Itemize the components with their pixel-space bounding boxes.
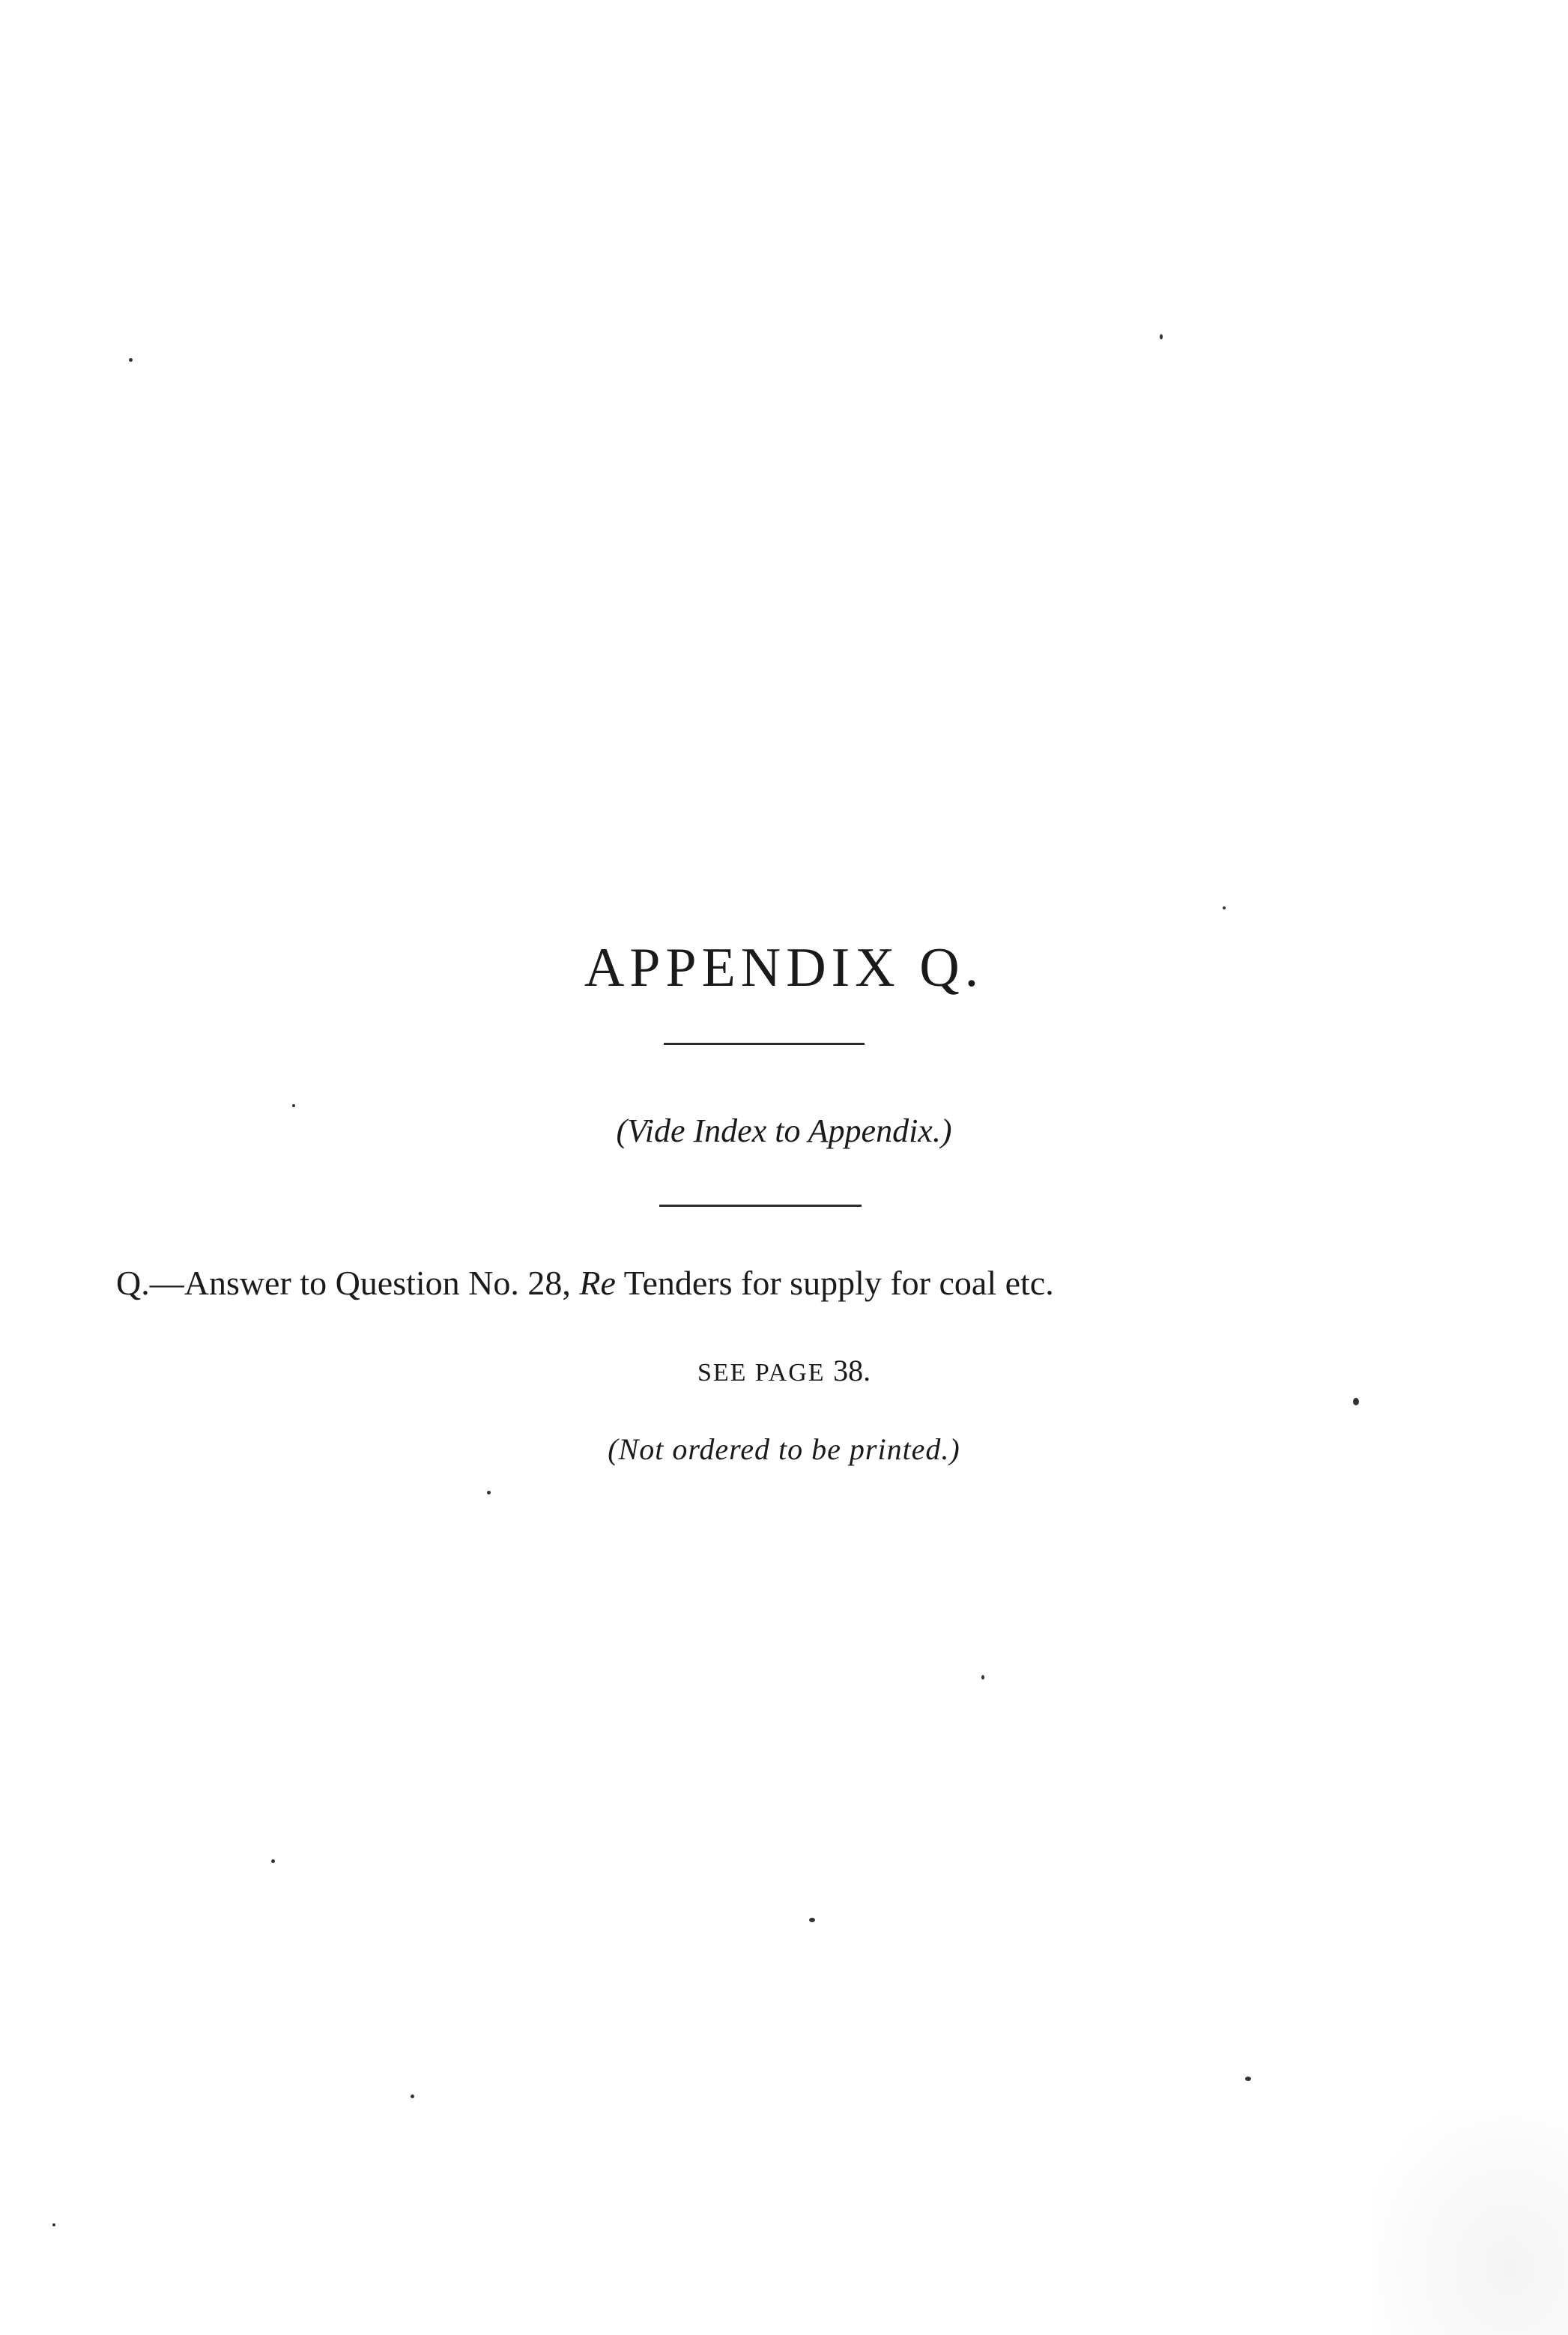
see-page-number: 38. bbox=[833, 1354, 871, 1387]
scan-speck bbox=[487, 1491, 491, 1494]
scan-shadow bbox=[1373, 2110, 1568, 2335]
scan-speck bbox=[809, 1918, 815, 1922]
scan-speck bbox=[129, 358, 133, 362]
answer-re: Re bbox=[579, 1264, 616, 1302]
reference-divider bbox=[659, 1205, 862, 1207]
vide-reference: (Vide Index to Appendix.) bbox=[616, 1112, 952, 1149]
appendix-title: APPENDIX Q. bbox=[584, 937, 984, 999]
answer-suffix: Tenders for supply for coal etc. bbox=[615, 1264, 1054, 1302]
see-page-reference bbox=[0, 1356, 1568, 1386]
scan-speck bbox=[981, 1675, 984, 1680]
title-divider bbox=[664, 1043, 865, 1045]
scan-speck bbox=[1245, 2077, 1251, 2081]
scan-speck bbox=[411, 2095, 414, 2098]
see-page-label: SEE PAGE bbox=[697, 1359, 834, 1387]
not-printed-note: (Not ordered to be printed.) bbox=[608, 1432, 960, 1466]
scan-speck bbox=[1223, 906, 1226, 909]
answer-prefix: Q.—Answer to Question No. 28, bbox=[116, 1264, 580, 1302]
scan-speck bbox=[292, 1104, 295, 1107]
scan-speck bbox=[1353, 1398, 1359, 1405]
answer-heading bbox=[116, 1266, 1054, 1300]
scan-speck bbox=[271, 1859, 275, 1863]
scan-speck bbox=[1160, 334, 1163, 339]
scan-speck bbox=[52, 2223, 55, 2226]
